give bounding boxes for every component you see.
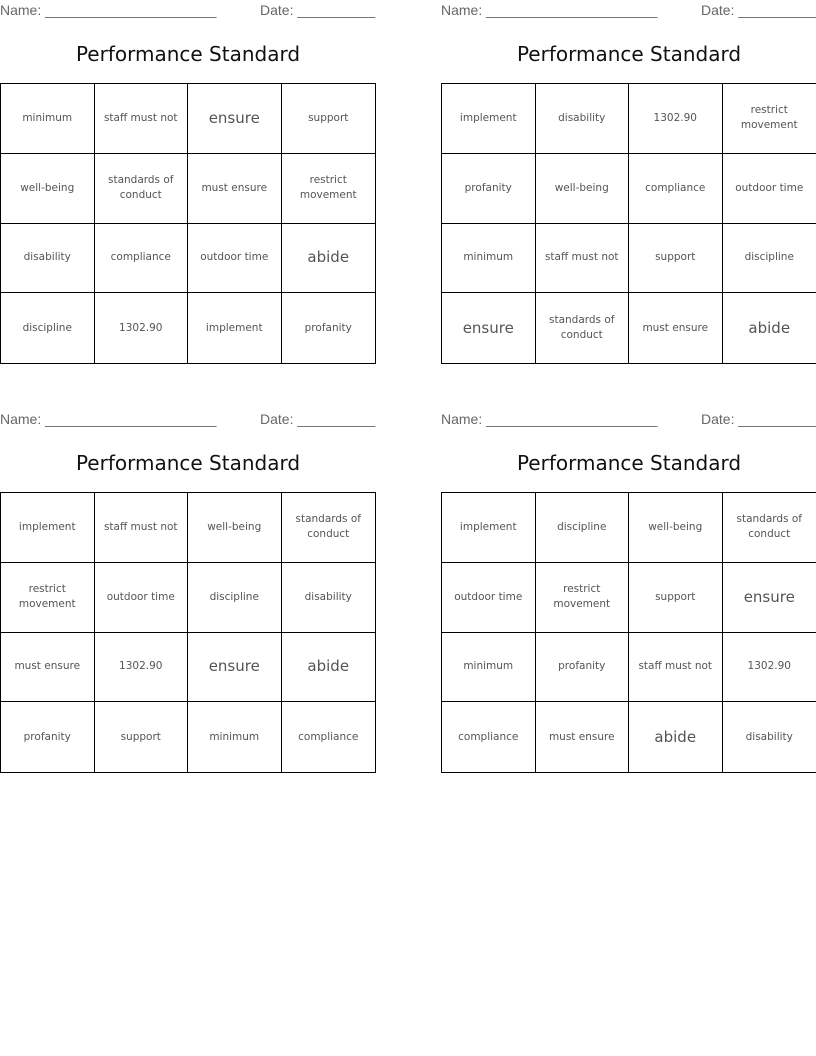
grid-cell: 1302.90	[723, 633, 816, 703]
grid-cell: well-being	[629, 493, 723, 563]
bingo-grid	[0, 83, 376, 364]
card-title: Performance Standard	[75, 451, 301, 475]
grid-cell: minimum	[442, 633, 536, 703]
grid-cell: restrict movement	[536, 563, 630, 633]
grid-cell: implement	[1, 493, 95, 563]
grid-cell: restrict movement	[1, 563, 95, 633]
grid-cell: implement	[442, 84, 536, 154]
grid-cell: minimum	[188, 702, 282, 772]
card-title: Performance Standard	[75, 42, 301, 66]
grid-cell: minimum	[442, 224, 536, 294]
bingo-card	[441, 0, 816, 342]
grid-cell: support	[95, 702, 189, 772]
grid-cell: standards of conduct	[723, 493, 816, 563]
name-field: Name: ______________________	[0, 411, 217, 427]
grid-cell: outdoor time	[723, 154, 816, 224]
bingo-card	[0, 409, 376, 743]
grid-cell: discipline	[1, 293, 95, 363]
grid-cell: compliance	[95, 224, 189, 294]
grid-cell: staff must not	[95, 84, 189, 154]
grid-cell: compliance	[629, 154, 723, 224]
grid-cell: well-being	[536, 154, 630, 224]
grid-cell: must ensure	[1, 633, 95, 703]
grid-cell: support	[629, 563, 723, 633]
grid-cell: must ensure	[536, 702, 630, 772]
grid-cell: staff must not	[95, 493, 189, 563]
grid-cell: 1302.90	[629, 84, 723, 154]
grid-cell: must ensure	[188, 154, 282, 224]
grid-cell: ensure	[442, 293, 536, 363]
grid-cell: outdoor time	[442, 563, 536, 633]
grid-cell: implement	[188, 293, 282, 363]
grid-cell: abide	[629, 702, 723, 772]
name-field: Name: ______________________	[0, 2, 217, 18]
bingo-card	[0, 0, 376, 334]
grid-cell: standards of conduct	[95, 154, 189, 224]
grid-cell: 1302.90	[95, 293, 189, 363]
bingo-grid	[441, 83, 816, 364]
grid-cell: disability	[536, 84, 630, 154]
grid-cell: standards of conduct	[536, 293, 630, 363]
grid-cell: disability	[1, 224, 95, 294]
bingo-grid	[441, 492, 816, 773]
grid-cell: support	[282, 84, 376, 154]
grid-cell: outdoor time	[188, 224, 282, 294]
grid-cell: discipline	[536, 493, 630, 563]
grid-cell: ensure	[188, 633, 282, 703]
grid-cell: outdoor time	[95, 563, 189, 633]
grid-cell: 1302.90	[95, 633, 189, 703]
date-field: Date: __________	[260, 2, 376, 18]
grid-cell: staff must not	[629, 633, 723, 703]
grid-cell: profanity	[536, 633, 630, 703]
grid-cell: compliance	[298, 730, 359, 743]
name-field: Name: ______________________	[441, 2, 658, 18]
grid-cell: compliance	[442, 702, 536, 772]
card-title: Performance Standard	[516, 451, 742, 475]
name-field: Name: ______________________	[441, 411, 658, 427]
grid-cell: standards of conduct	[282, 493, 376, 563]
grid-cell: ensure	[723, 563, 816, 633]
grid-cell: profanity	[304, 321, 352, 334]
grid-cell: abide	[748, 318, 791, 337]
card-title: Performance Standard	[516, 42, 742, 66]
grid-cell: well-being	[1, 154, 95, 224]
grid-cell: profanity	[442, 154, 536, 224]
grid-cell: disability	[745, 730, 793, 743]
date-field: Date: __________	[260, 411, 376, 427]
bingo-card	[441, 409, 816, 746]
grid-cell: support	[629, 224, 723, 294]
grid-cell: disability	[282, 563, 376, 633]
grid-cell: implement	[442, 493, 536, 563]
date-field: Date: __________	[701, 2, 816, 18]
grid-cell: ensure	[188, 84, 282, 154]
grid-cell: restrict movement	[282, 154, 376, 224]
bingo-grid	[0, 492, 376, 773]
grid-cell: profanity	[1, 702, 95, 772]
grid-cell: staff must not	[536, 224, 630, 294]
grid-cell: must ensure	[629, 293, 723, 363]
grid-cell: minimum	[1, 84, 95, 154]
grid-cell: restrict movement	[723, 84, 816, 154]
grid-cell: abide	[282, 224, 376, 294]
header-fields	[0, 2, 376, 18]
grid-cell: well-being	[188, 493, 282, 563]
header-fields	[0, 411, 376, 427]
grid-cell: abide	[282, 633, 376, 703]
grid-cell: discipline	[723, 224, 816, 294]
header-fields	[441, 2, 816, 18]
grid-cell: discipline	[188, 563, 282, 633]
header-fields	[441, 411, 816, 427]
date-field: Date: __________	[701, 411, 816, 427]
